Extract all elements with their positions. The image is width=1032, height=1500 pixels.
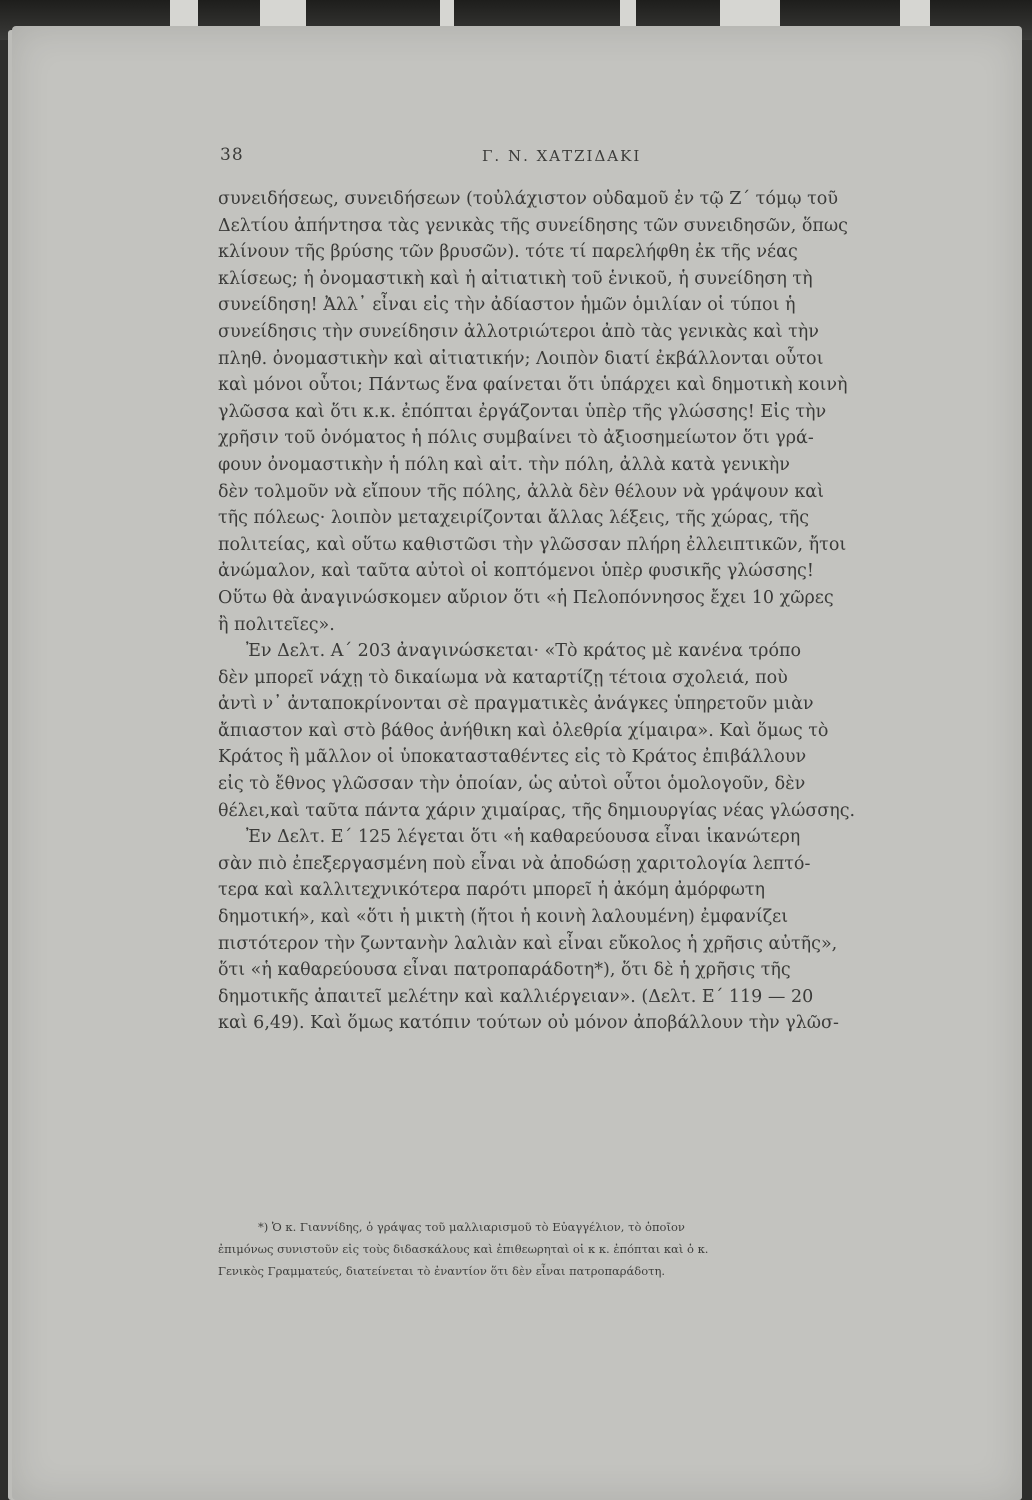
text-line: δημοτικῆς ἀπαιτεῖ μελέτην καὶ καλλιέργειαν». (Δελτ. Ε΄ 119 — 20 [218, 986, 814, 1007]
text-line: ἢ πολιτεῖες». [218, 614, 335, 635]
text-line: καὶ μόνοι οὗτοι; Πάντως ἕνα φαίνεται ὅτι ὑπάρχει καὶ δημοτικὴ κοινὴ [218, 375, 848, 396]
text-line: ἀντὶ ν᾽ ἀνταποκρίνονται σὲ πραγματικὲς ἀνάγκες ὑπηρετοῦν μιὰν [218, 694, 814, 715]
text-line: κλίνουν τῆς βρύσης τῶν βρυσῶν). τότε τί παρελήφθη ἐκ τῆς νέας [218, 242, 798, 263]
footnote [218, 1216, 960, 1282]
text-line: καὶ 6,49). Καὶ ὅμως κατόπιν τούτων οὐ μόνον ἀποβάλλουν τὴν γλῶσ- [218, 1013, 839, 1034]
binding-tab [900, 0, 930, 28]
footnote-line: *) Ὁ κ. Γιαννίδης, ὁ γράψας τοῦ μαλλιαρισμοῦ τὸ Εὐαγγέλιον, τὸ ὁποῖον [258, 1220, 685, 1234]
text-line: Δελτίου ἀπήντησα τὰς γενικὰς τῆς συνείδησης τῶν συνειδησῶν, ὅπως [218, 215, 848, 236]
binding-tab [260, 0, 306, 28]
running-head: Γ. Ν. ΧΑΤΖΙΔΑΚΙ [482, 147, 642, 165]
text-line: συνειδήσεως, συνειδήσεων (τοὐλάχιστον οὐδαμοῦ ἐν τῷ Ζ΄ τόμῳ τοῦ [218, 189, 838, 209]
footnote-line: ἐπιμόνως συνιστοῦν εἰς τοὺς διδασκάλους καὶ ἐπιθεωρηταὶ οἱ κ κ. ἐπόπται καὶ ὁ κ. [218, 1242, 709, 1256]
page-header [220, 145, 920, 175]
binding-tab [620, 0, 636, 28]
text-line: χρῆσιν τοῦ ὀνόματος ἡ πόλις συμβαίνει τὸ ἀξιοσημείωτον ὅτι γρά- [218, 428, 814, 449]
binding-tab [720, 0, 780, 28]
text-line: πιστότερον τὴν ζωντανὴν λαλιὰν καὶ εἶναι εὔκολος ἡ χρῆσις αὐτῆς», [218, 933, 838, 954]
text-line: γλῶσσα καὶ ὅτι κ.κ. ἐπόπται ἐργάζονται ὑπὲρ τῆς γλώσσης! Εἰς τὴν [218, 401, 827, 422]
text-line: Ἐν Δελτ. Ε΄ 125 λέγεται ὅτι «ἡ καθαρεύουσα εἶναι ἱκανώτερη [246, 827, 801, 848]
text-line: δὲν τολμοῦν νὰ εἴπουν τῆς πόλης, ἀλλὰ δὲν θέλουν νὰ γράψουν καὶ [218, 481, 824, 502]
text-line: φουν ὀνομαστικὴν ἡ πόλη καὶ αἰτ. τὴν πόλη, ἀλλὰ κατὰ γενικὴν [218, 454, 790, 475]
text-line: θέλει,καὶ ταῦτα πάντα χάριν χιμαίρας, τῆς δημιουργίας νέας γλώσσης. [218, 800, 856, 821]
text-line: σὰν πιὸ ἐπεξεργασμένη ποὺ εἶναι νὰ ἀποδώσῃ χαριτολογία λεπτό- [218, 853, 811, 874]
text-line: δημοτική», καὶ «ὅτι ἡ μικτὴ (ἤτοι ἡ κοινὴ λαλουμένη) ἐμφανίζει [218, 907, 789, 928]
text-line: τῆς πόλεως· λοιπὸν μεταχειρίζονται ἄλλας λέξεις, τῆς χώρας, τῆς [218, 508, 810, 529]
body-text [218, 186, 960, 1037]
text-line: συνείδηση! Ἀλλ᾽ εἶναι εἰς τὴν ἀδίαστον ἡμῶν ὁμιλίαν οἱ τύποι ἡ [218, 295, 796, 316]
text-line: Οὕτω θὰ ἀναγινώσκομεν αὔριον ὅτι «ἡ Πελοπόννησος ἔχει 10 χῶρες [218, 587, 834, 608]
binding-tab [440, 0, 454, 28]
text-line: τερα καὶ καλλιτεχνικότερα παρότι μπορεῖ ἡ ἀκόμη ἀμόρφωτη [218, 880, 766, 901]
footnote-line: Γενικὸς Γραμματεύς, διατείνεται τὸ ἐναντίον ὅτι δὲν εἶναι πατροπαράδοτη. [218, 1264, 666, 1278]
page-number: 38 [220, 145, 244, 165]
text-line: ἄπιαστον καὶ στὸ βάθος ἀνήθικη καὶ ὀλεθρία χίμαιρα». Καὶ ὅμως τὸ [218, 720, 829, 741]
text-line: πληθ. ὀνομαστικὴν καὶ αἰτιατικήν; Λοιπὸν διατί ἐκβάλλονται οὗτοι [218, 348, 824, 369]
text-line: δὲν μπορεῖ νάχῃ τὸ δικαίωμα νὰ καταρτίζῃ τέτοια σχολειά, ποὺ [218, 667, 788, 688]
text-line: εἰς τὸ ἔθνος γλῶσσαν τὴν ὁποίαν, ὡς αὐτοὶ οὗτοι ὁμολογοῦν, δὲν [218, 774, 806, 795]
text-line: Ἐν Δελτ. Α΄ 203 ἀναγινώσκεται· «Τὸ κράτος μὲ κανένα τρόπο [246, 641, 802, 662]
text-line: πολιτείας, καὶ οὕτω καθιστῶσι τὴν γλῶσσαν πλήρη ἐλλειπτικῶν, ἤτοι [218, 534, 847, 555]
text-line: Κράτος ἢ μᾶλλον οἱ ὑποκατασταθέντες εἰς τὸ Κράτος ἐπιβάλλουν [218, 747, 807, 768]
text-line: ὅτι «ἡ καθαρεύουσα εἶναι πατροπαράδοτη*), ὅτι δὲ ἡ χρῆσις τῆς [218, 960, 791, 981]
binding-tab [170, 0, 198, 28]
text-line: κλίσεως; ἡ ὀνομαστικὴ καὶ ἡ αἰτιατικὴ τοῦ ἑνικοῦ, ἡ συνείδηση τὴ [218, 268, 813, 289]
text-line: ἀνώμαλον, καὶ ταῦτα αὐτοὶ οἱ κοπτόμενοι ὑπὲρ φυσικῆς γλώσσης! [218, 561, 814, 582]
text-line: συνείδησις τὴν συνείδησιν ἀλλοτριώτεροι ἀπὸ τὰς γενικὰς καὶ τὴν [218, 321, 819, 342]
